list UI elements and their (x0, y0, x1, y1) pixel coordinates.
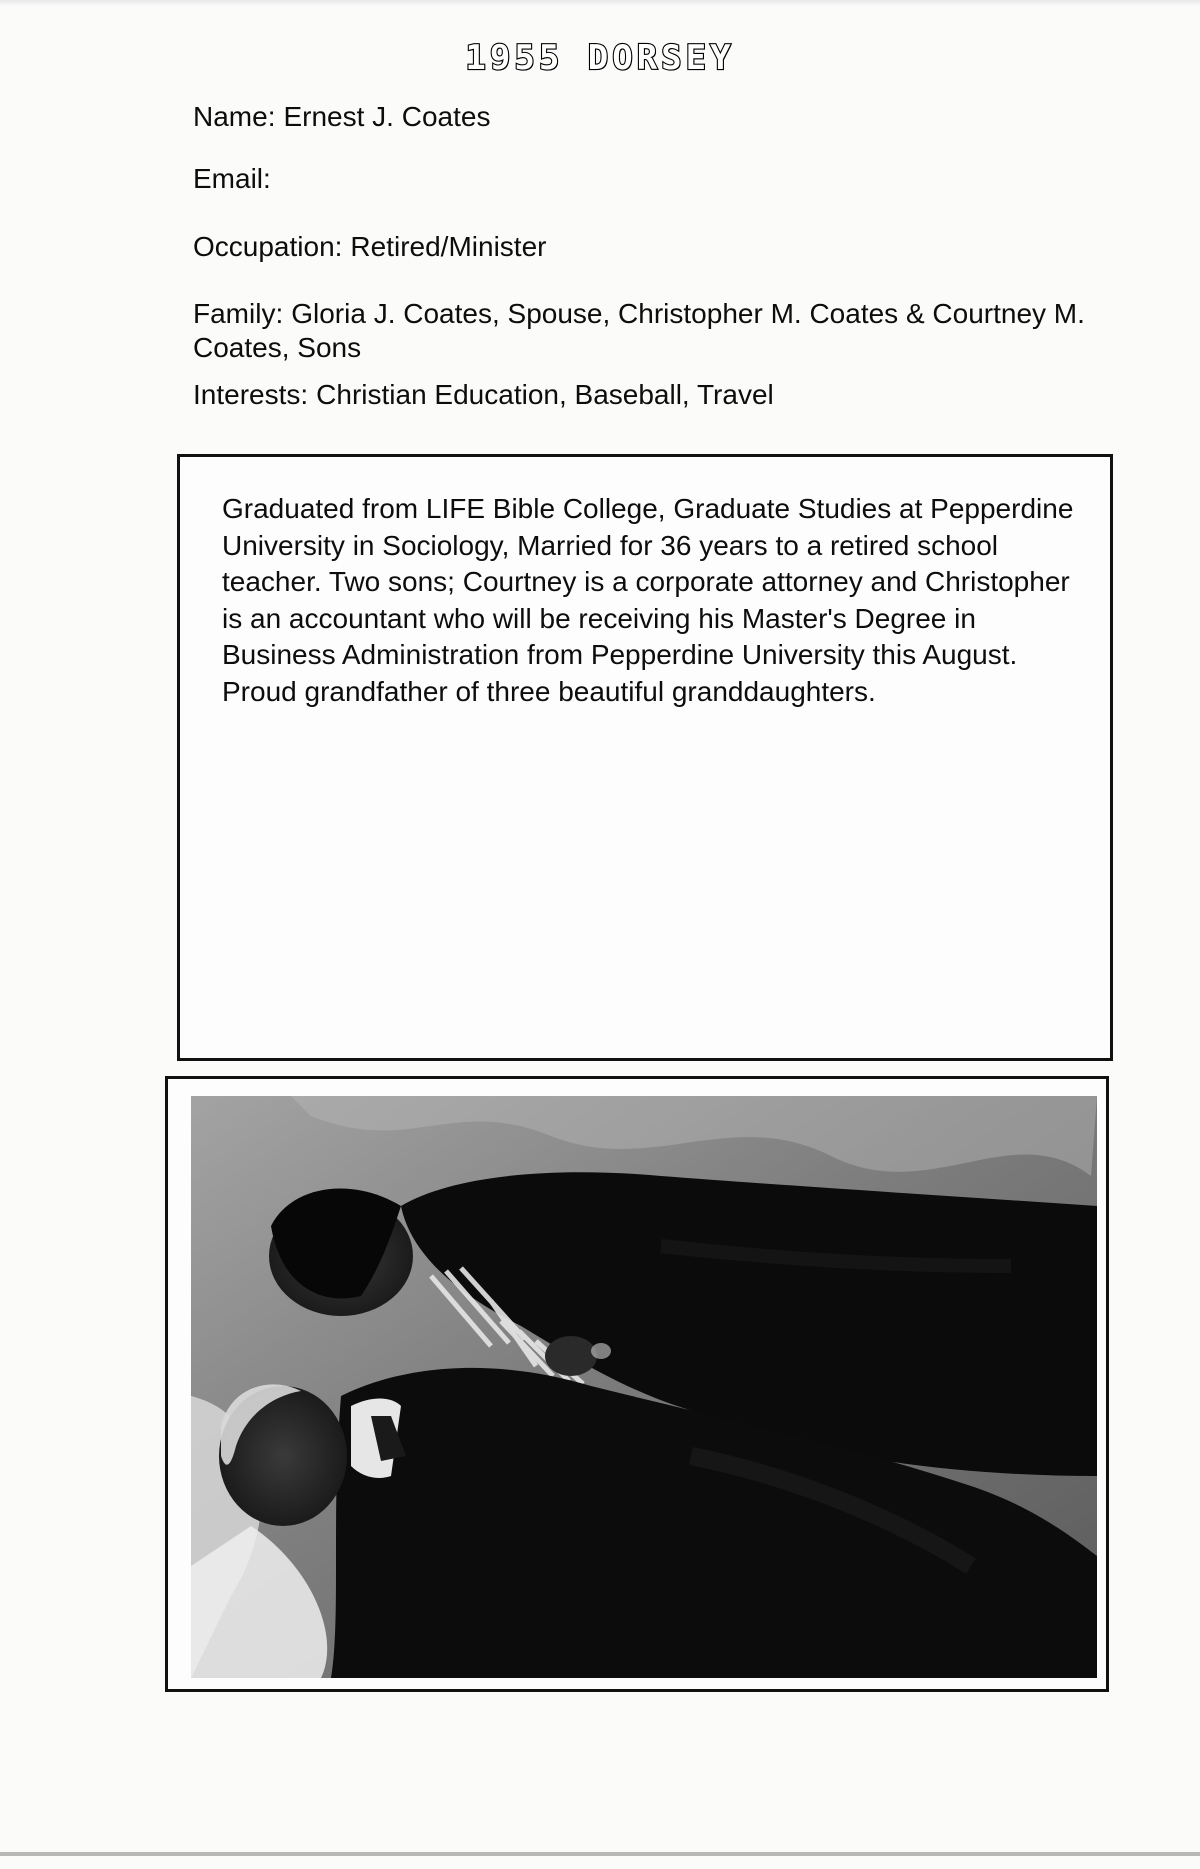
occupation-label: Occupation: (193, 231, 343, 262)
scan-edge-bottom (0, 1852, 1200, 1856)
scan-edge-top (0, 0, 1200, 6)
occupation-field (193, 230, 546, 264)
page-title: 1955 DORSEY (465, 38, 735, 78)
biography-box (177, 454, 1113, 1061)
occupation-value: Retired/Minister (350, 231, 547, 262)
interests-label: Interests: (193, 379, 309, 410)
family-label: Family: (193, 298, 284, 329)
interests-value: Christian Education, Baseball, Travel (316, 379, 774, 410)
couple-photo-image (191, 1096, 1097, 1678)
hands (545, 1336, 597, 1376)
name-label: Name: (193, 101, 276, 132)
email-field (193, 162, 279, 196)
name-value: Ernest J. Coates (283, 101, 491, 132)
family-value: Gloria J. Coates, Spouse, Christopher M. Coates & Courtney M. Coates, Sons (193, 298, 1085, 363)
name-field (193, 100, 490, 134)
family-field (193, 297, 1093, 365)
interests-field (193, 378, 774, 412)
couple-photo (191, 1096, 1097, 1678)
biography-text: Graduated from LIFE Bible College, Graduate Studies at Pepperdine University in Sociology, Married for 36 years to a retired school teacher. Two sons; Courtney is a corporate attorney and Christopher is an accountant who will be receiving his Master's Degree in Business Administration from Pepperdine University this August. Proud grandfather of three beautiful granddaughters. (222, 493, 1074, 707)
email-label: Email: (193, 163, 271, 194)
